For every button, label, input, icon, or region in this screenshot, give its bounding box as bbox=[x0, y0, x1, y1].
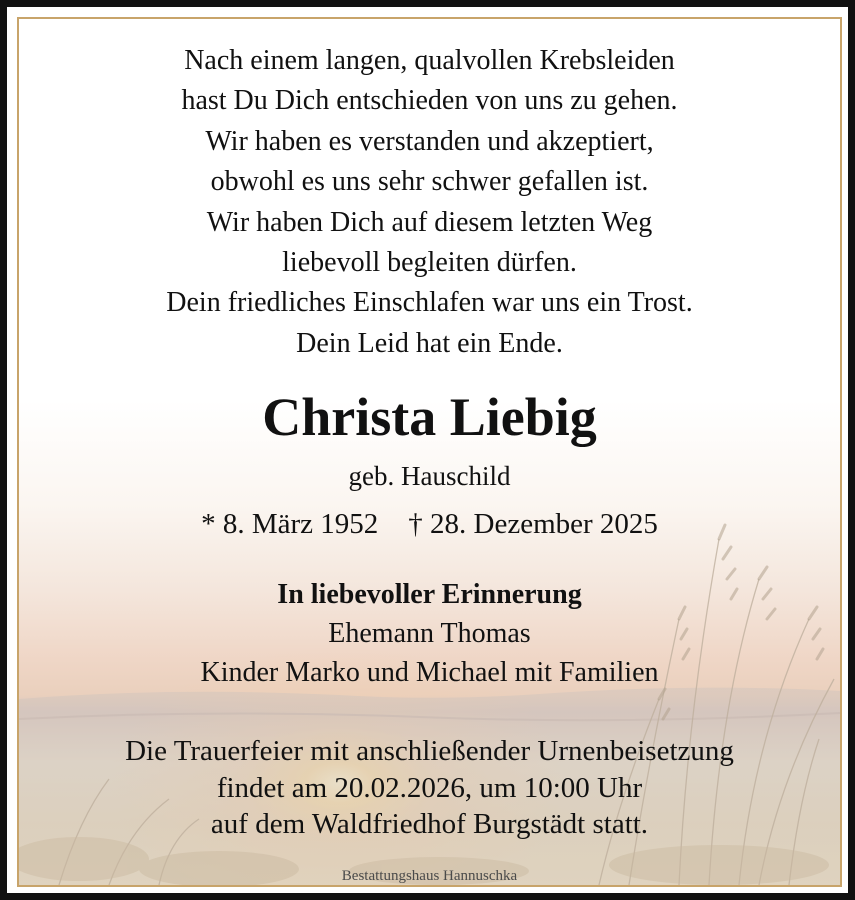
obituary-inner-border bbox=[17, 17, 842, 887]
mourner-line: Ehemann Thomas bbox=[328, 618, 531, 649]
verse-line: liebevoll begleiten dürfen. bbox=[282, 247, 577, 279]
mourner-line: Kinder Marko und Michael mit Familien bbox=[200, 657, 659, 688]
verse-block bbox=[19, 41, 840, 364]
verse-line: Wir haben es verstanden und akzeptiert, bbox=[205, 125, 654, 157]
verse-line: Wir haben Dich auf diesem letzten Weg bbox=[206, 206, 653, 238]
mourners-block bbox=[19, 575, 840, 692]
verse-line: Nach einem langen, qualvollen Krebsleiden bbox=[184, 45, 675, 76]
verse-line: Dein Leid hat ein Ende. bbox=[296, 327, 563, 359]
life-dates bbox=[19, 506, 840, 542]
verse-line: Dein friedliches Einschlafen war uns ein Trost. bbox=[166, 287, 693, 319]
funeral-line: Die Trauerfeier mit anschließender Urnenbeisetzung bbox=[125, 735, 734, 767]
birth-date: * 8. März 1952 bbox=[201, 508, 379, 540]
obituary-content bbox=[19, 19, 840, 885]
verse-line: obwohl es uns sehr schwer gefallen ist. bbox=[210, 166, 649, 198]
funeral-notice bbox=[19, 733, 840, 843]
undertaker-credit: Bestattungshaus Hannuschka bbox=[341, 868, 518, 884]
deceased-name: Christa Liebig bbox=[262, 387, 597, 447]
maiden-name: geb. Hauschild bbox=[348, 461, 511, 491]
funeral-line: findet am 20.02.2026, um 10:00 Uhr bbox=[216, 771, 643, 804]
death-date: † 28. Dezember 2025 bbox=[408, 508, 658, 540]
memory-heading: In liebevoller Erinnerung bbox=[277, 579, 582, 610]
verse-line: hast Du Dich entschieden von uns zu gehen. bbox=[181, 85, 678, 117]
funeral-line: auf dem Waldfriedhof Burgstädt statt. bbox=[210, 808, 649, 840]
